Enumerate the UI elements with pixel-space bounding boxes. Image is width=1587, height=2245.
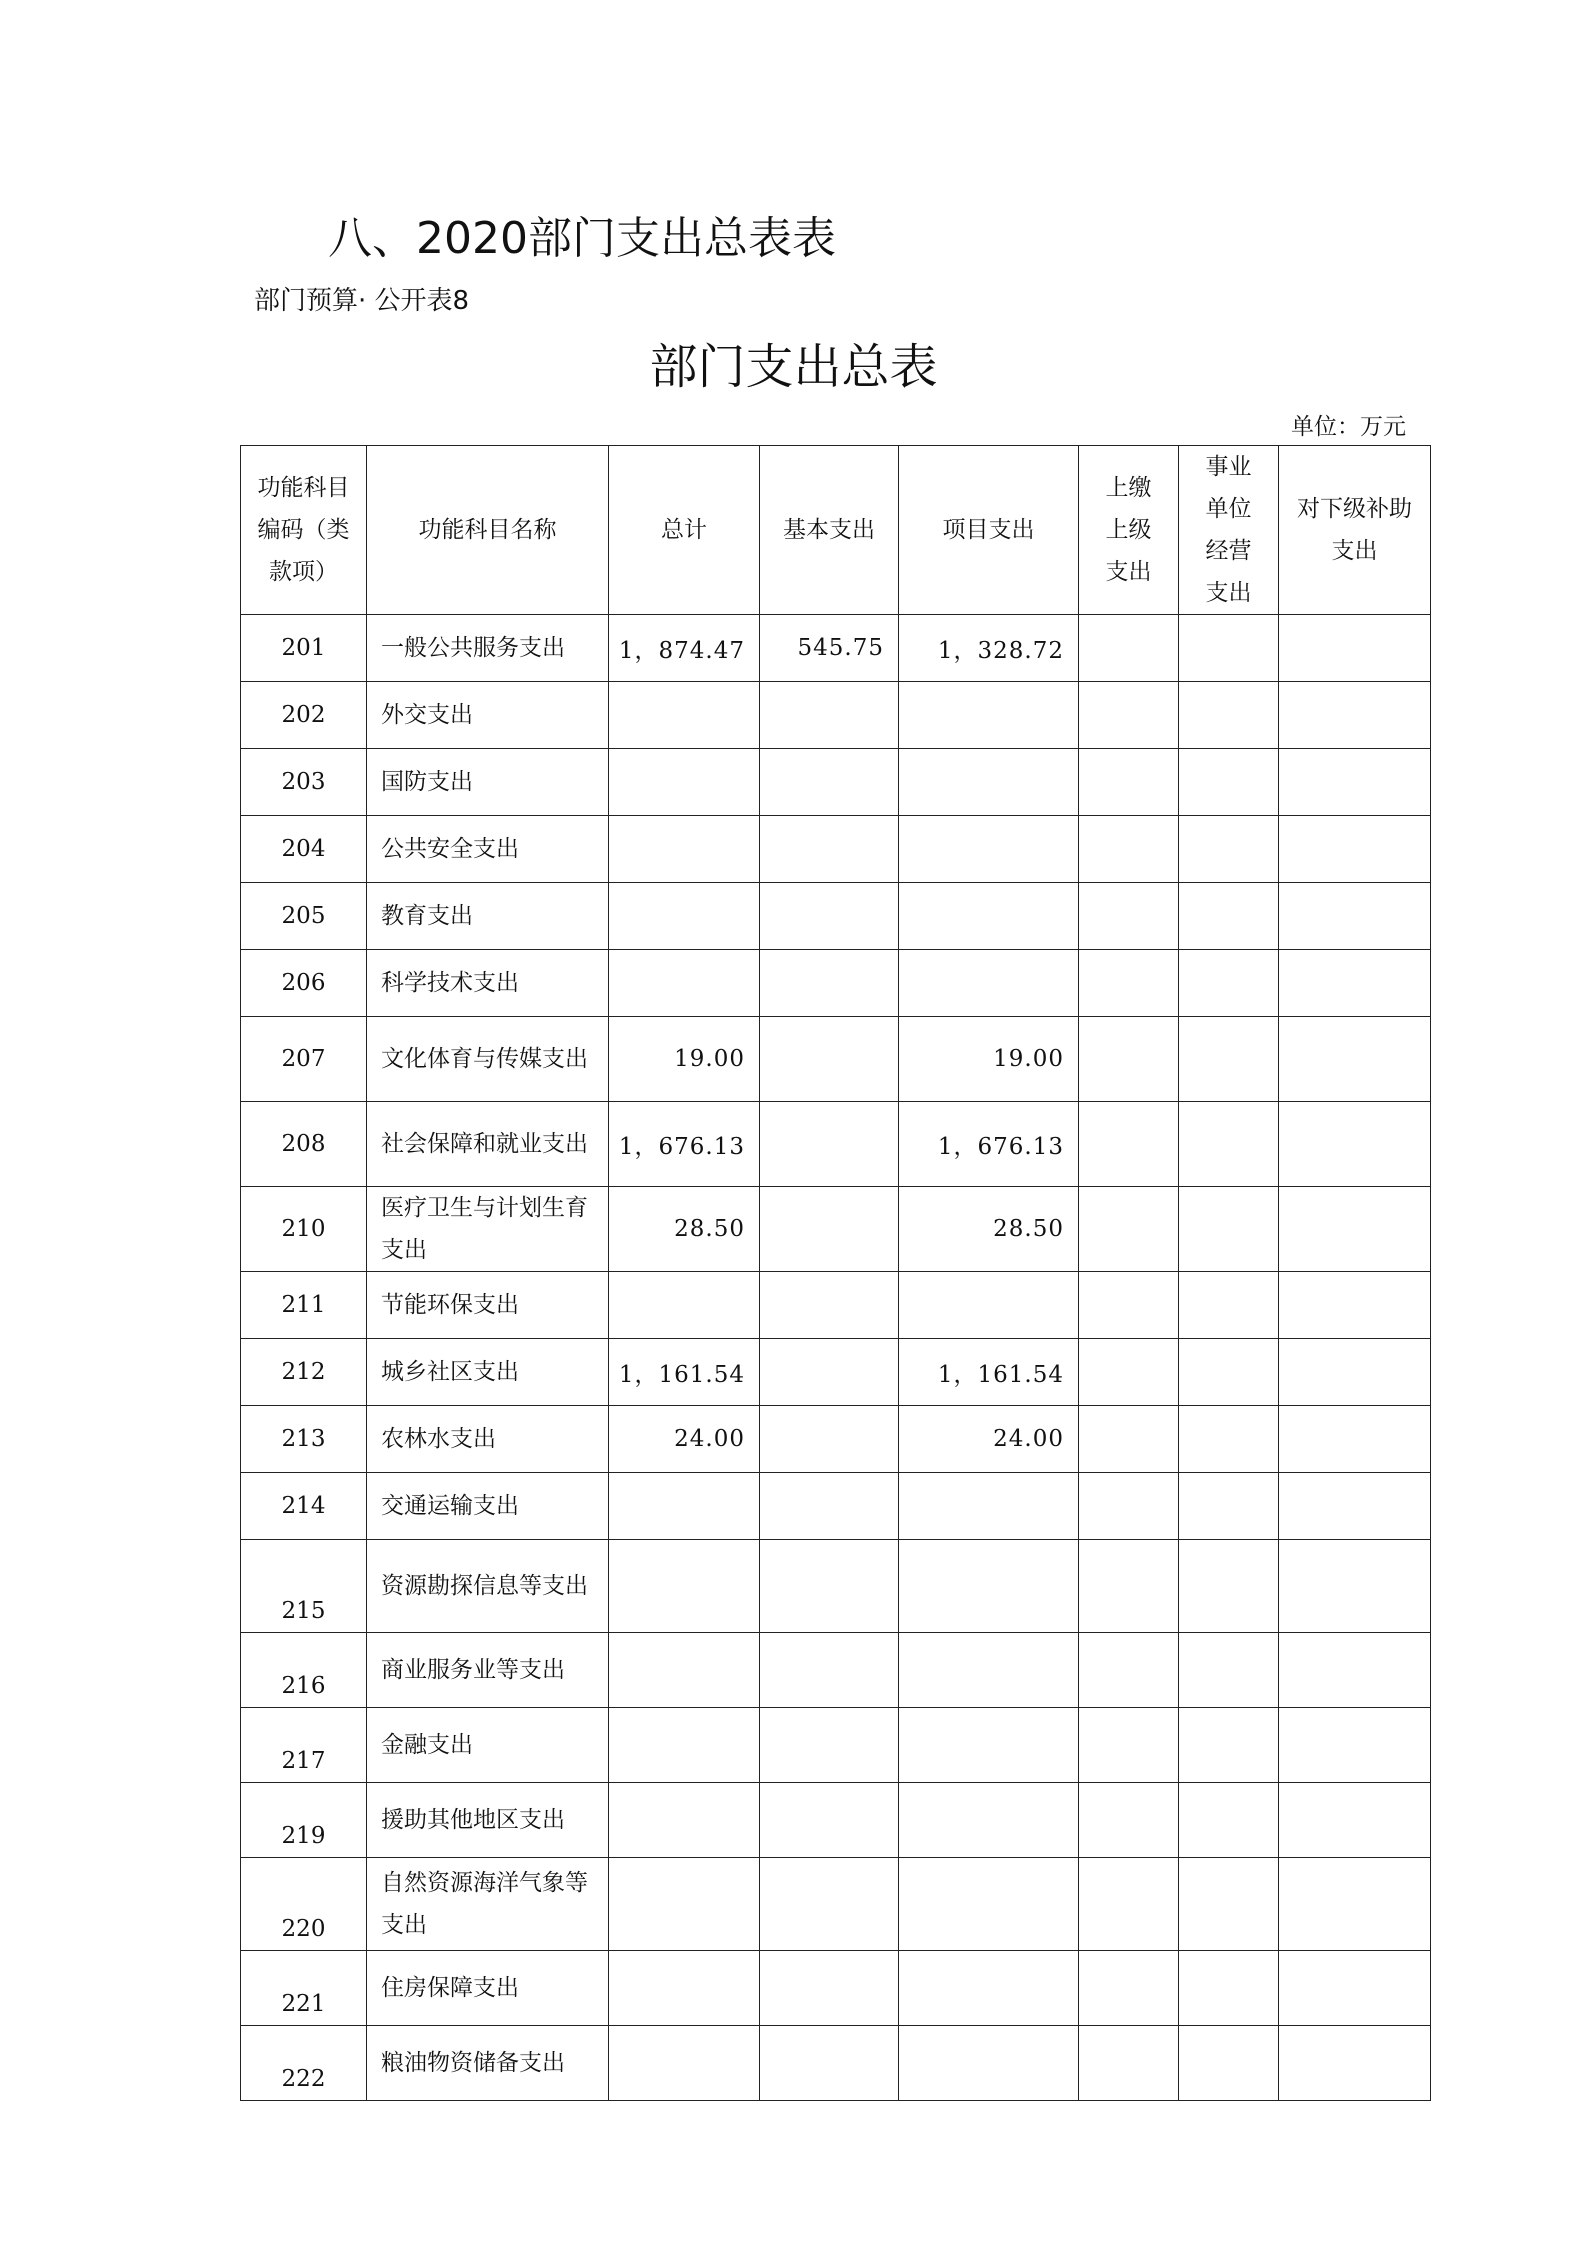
row-total (609, 1783, 760, 1858)
row-name: 粮油物资储备支出 (367, 2026, 609, 2101)
row-business (1179, 749, 1279, 816)
row-total: 1，676.13 (609, 1102, 760, 1187)
table-row (241, 1017, 1431, 1102)
row-business (1179, 1339, 1279, 1406)
row-subsidy (1279, 1708, 1431, 1783)
row-business (1179, 1102, 1279, 1187)
row-name: 公共安全支出 (367, 816, 609, 883)
row-project: 1，676.13 (899, 1102, 1079, 1187)
row-basic (760, 1339, 899, 1406)
row-upper (1079, 1102, 1179, 1187)
row-basic (760, 1783, 899, 1858)
row-subsidy (1279, 749, 1431, 816)
row-business (1179, 1017, 1279, 1102)
row-code: 204 (241, 816, 367, 883)
row-name: 科学技术支出 (367, 950, 609, 1017)
row-upper (1079, 1633, 1179, 1708)
row-name: 自然资源海洋气象等支出 (367, 1858, 609, 1951)
row-total: 24.00 (609, 1406, 760, 1473)
table-row (241, 2026, 1431, 2101)
row-code: 216 (241, 1633, 367, 1708)
column-header-subsidy: 对下级补助支出 (1279, 446, 1431, 615)
row-name: 金融支出 (367, 1708, 609, 1783)
row-project (899, 1473, 1079, 1540)
row-project: 1，328.72 (899, 615, 1079, 682)
row-code: 206 (241, 950, 367, 1017)
row-project (899, 749, 1079, 816)
column-header-total: 总计 (609, 446, 760, 615)
table-row (241, 1102, 1431, 1187)
row-upper (1079, 1951, 1179, 2026)
table-row (241, 1272, 1431, 1339)
row-code: 213 (241, 1406, 367, 1473)
row-subsidy (1279, 1017, 1431, 1102)
row-business (1179, 950, 1279, 1017)
row-upper (1079, 950, 1179, 1017)
row-code: 201 (241, 615, 367, 682)
row-code: 214 (241, 1473, 367, 1540)
row-name: 文化体育与传媒支出 (367, 1017, 609, 1102)
row-basic (760, 816, 899, 883)
row-basic (760, 749, 899, 816)
row-business (1179, 1272, 1279, 1339)
table-row (241, 1406, 1431, 1473)
row-subsidy (1279, 1187, 1431, 1272)
row-project: 28.50 (899, 1187, 1079, 1272)
row-code: 208 (241, 1102, 367, 1187)
row-project (899, 1540, 1079, 1633)
row-name: 住房保障支出 (367, 1951, 609, 2026)
table-subtitle: 部门预算· 公开表8 (254, 286, 470, 316)
table-row (241, 682, 1431, 749)
row-upper (1079, 1406, 1179, 1473)
row-project (899, 1708, 1079, 1783)
row-upper (1079, 883, 1179, 950)
row-upper (1079, 1858, 1179, 1951)
row-total (609, 1951, 760, 2026)
table-row (241, 1858, 1431, 1951)
row-project: 24.00 (899, 1406, 1079, 1473)
table-row (241, 1473, 1431, 1540)
row-project (899, 1633, 1079, 1708)
row-project (899, 1858, 1079, 1951)
row-subsidy (1279, 682, 1431, 749)
table-row (241, 1708, 1431, 1783)
row-subsidy (1279, 1633, 1431, 1708)
row-code: 217 (241, 1708, 367, 1783)
row-total (609, 1540, 760, 1633)
row-business (1179, 1951, 1279, 2026)
column-header-upper: 上缴上级支出 (1079, 446, 1179, 615)
section-heading: 八、2020部门支出总表表 (328, 213, 836, 264)
row-code: 207 (241, 1017, 367, 1102)
row-project (899, 682, 1079, 749)
row-code: 222 (241, 2026, 367, 2101)
row-code: 220 (241, 1858, 367, 1951)
row-upper (1079, 1187, 1179, 1272)
column-header-business: 事业单位经营支出 (1179, 446, 1279, 615)
row-basic (760, 1951, 899, 2026)
unit-label: 单位：万元 (1291, 414, 1406, 440)
row-total: 28.50 (609, 1187, 760, 1272)
row-business (1179, 682, 1279, 749)
row-name: 国防支出 (367, 749, 609, 816)
row-total (609, 1473, 760, 1540)
row-name: 社会保障和就业支出 (367, 1102, 609, 1187)
row-name: 节能环保支出 (367, 1272, 609, 1339)
table-row (241, 1783, 1431, 1858)
row-total (609, 883, 760, 950)
table-row (241, 615, 1431, 682)
row-project (899, 1951, 1079, 2026)
row-project (899, 950, 1079, 1017)
row-name: 农林水支出 (367, 1406, 609, 1473)
table-row (241, 950, 1431, 1017)
row-business (1179, 615, 1279, 682)
row-project (899, 816, 1079, 883)
header-row (241, 446, 1431, 615)
row-total (609, 1633, 760, 1708)
row-subsidy (1279, 2026, 1431, 2101)
row-upper (1079, 1708, 1179, 1783)
row-subsidy (1279, 883, 1431, 950)
row-subsidy (1279, 1540, 1431, 1633)
row-subsidy (1279, 1406, 1431, 1473)
row-upper (1079, 1272, 1179, 1339)
table-row (241, 749, 1431, 816)
row-upper (1079, 1339, 1179, 1406)
row-name: 援助其他地区支出 (367, 1783, 609, 1858)
table-row (241, 816, 1431, 883)
row-upper (1079, 816, 1179, 883)
row-code: 221 (241, 1951, 367, 2026)
row-total (609, 816, 760, 883)
column-header-code: 功能科目编码（类款项） (241, 446, 367, 615)
row-business (1179, 1187, 1279, 1272)
row-name: 商业服务业等支出 (367, 1633, 609, 1708)
row-code: 215 (241, 1540, 367, 1633)
row-basic (760, 1708, 899, 1783)
row-code: 205 (241, 883, 367, 950)
table-row (241, 1633, 1431, 1708)
row-basic (760, 1102, 899, 1187)
row-code: 219 (241, 1783, 367, 1858)
row-subsidy (1279, 1339, 1431, 1406)
row-basic (760, 1187, 899, 1272)
expenditure-table (240, 445, 1431, 2101)
row-total: 1，161.54 (609, 1339, 760, 1406)
row-code: 210 (241, 1187, 367, 1272)
row-total (609, 749, 760, 816)
table-row (241, 1540, 1431, 1633)
row-upper (1079, 1540, 1179, 1633)
row-code: 202 (241, 682, 367, 749)
row-basic (760, 1540, 899, 1633)
row-project (899, 1783, 1079, 1858)
column-header-project: 项目支出 (899, 446, 1079, 615)
row-total: 1，874.47 (609, 615, 760, 682)
row-subsidy (1279, 1858, 1431, 1951)
row-name: 交通运输支出 (367, 1473, 609, 1540)
row-upper (1079, 749, 1179, 816)
row-basic (760, 1858, 899, 1951)
row-total (609, 1858, 760, 1951)
row-business (1179, 2026, 1279, 2101)
row-name: 资源勘探信息等支出 (367, 1540, 609, 1633)
row-business (1179, 1708, 1279, 1783)
row-project: 19.00 (899, 1017, 1079, 1102)
row-name: 外交支出 (367, 682, 609, 749)
row-business (1179, 1406, 1279, 1473)
table-row (241, 1339, 1431, 1406)
row-basic (760, 2026, 899, 2101)
row-name: 一般公共服务支出 (367, 615, 609, 682)
row-basic (760, 1406, 899, 1473)
row-subsidy (1279, 1102, 1431, 1187)
row-business (1179, 1633, 1279, 1708)
row-code: 211 (241, 1272, 367, 1339)
row-total (609, 1272, 760, 1339)
row-total (609, 682, 760, 749)
row-total (609, 1708, 760, 1783)
row-basic (760, 1473, 899, 1540)
row-name: 教育支出 (367, 883, 609, 950)
row-code: 203 (241, 749, 367, 816)
table-row (241, 883, 1431, 950)
row-basic: 545.75 (760, 615, 899, 682)
row-basic (760, 950, 899, 1017)
row-upper (1079, 2026, 1179, 2101)
row-code: 212 (241, 1339, 367, 1406)
row-upper (1079, 1473, 1179, 1540)
row-business (1179, 1783, 1279, 1858)
column-header-basic: 基本支出 (760, 446, 899, 615)
row-project (899, 883, 1079, 950)
row-upper (1079, 615, 1179, 682)
row-business (1179, 883, 1279, 950)
row-basic (760, 883, 899, 950)
row-business (1179, 816, 1279, 883)
row-upper (1079, 1783, 1179, 1858)
row-name: 城乡社区支出 (367, 1339, 609, 1406)
row-basic (760, 682, 899, 749)
row-business (1179, 1540, 1279, 1633)
row-subsidy (1279, 615, 1431, 682)
row-total (609, 2026, 760, 2101)
table-title: 部门支出总表 (649, 339, 938, 395)
row-basic (760, 1017, 899, 1102)
table-row (241, 1951, 1431, 2026)
table-row (241, 1187, 1431, 1272)
row-project (899, 2026, 1079, 2101)
row-project (899, 1272, 1079, 1339)
row-business (1179, 1473, 1279, 1540)
column-header-name: 功能科目名称 (367, 446, 609, 615)
row-upper (1079, 1017, 1179, 1102)
row-basic (760, 1633, 899, 1708)
row-subsidy (1279, 1473, 1431, 1540)
row-business (1179, 1858, 1279, 1951)
row-subsidy (1279, 950, 1431, 1017)
table-body (241, 615, 1431, 2101)
row-subsidy (1279, 816, 1431, 883)
row-project: 1，161.54 (899, 1339, 1079, 1406)
row-basic (760, 1272, 899, 1339)
row-subsidy (1279, 1272, 1431, 1339)
row-subsidy (1279, 1783, 1431, 1858)
row-total (609, 950, 760, 1017)
row-total: 19.00 (609, 1017, 760, 1102)
row-upper (1079, 682, 1179, 749)
row-name: 医疗卫生与计划生育支出 (367, 1187, 609, 1272)
row-subsidy (1279, 1951, 1431, 2026)
